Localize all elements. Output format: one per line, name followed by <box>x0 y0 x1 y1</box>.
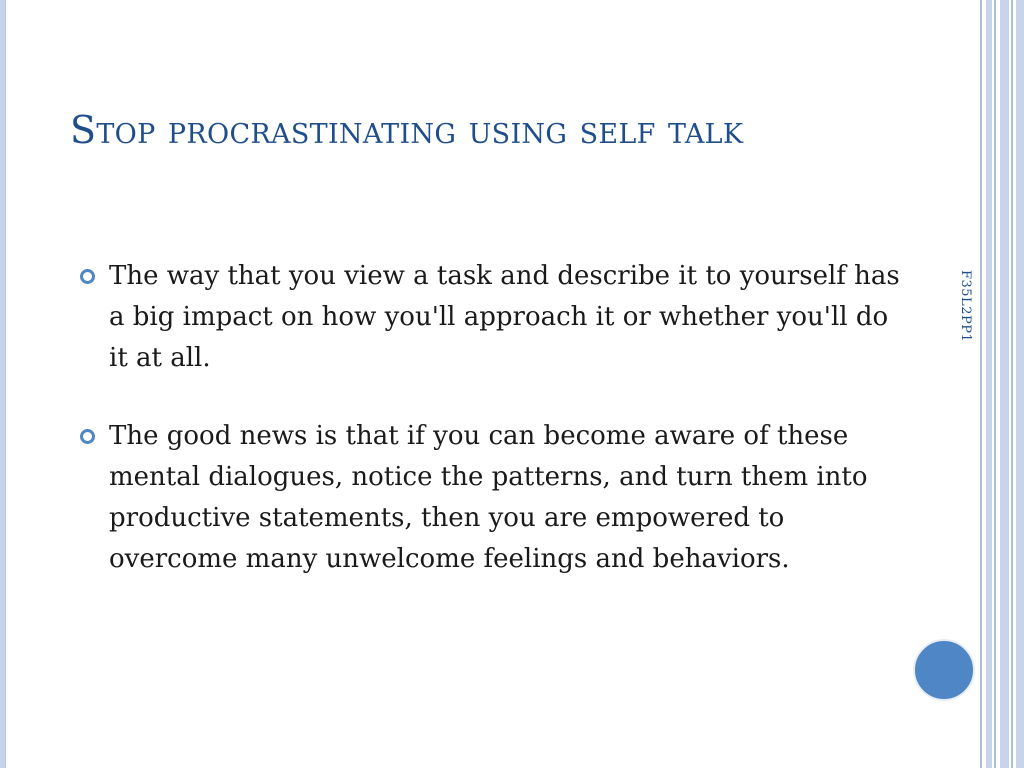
stripe <box>994 0 996 768</box>
left-border-decoration <box>0 0 6 768</box>
slide-title: Stop procrastinating using self talk <box>70 108 744 152</box>
stripe <box>1000 0 1009 768</box>
bullet-item-1 <box>80 256 900 379</box>
stripe <box>980 0 982 768</box>
stripe <box>1016 0 1024 768</box>
bullet-circle-icon <box>80 429 95 444</box>
stripe <box>986 0 992 768</box>
bullet-list <box>80 256 900 580</box>
bullet-text: The good news is that if you can become aware of these mental dialogues, notice the patterns, and turn them into productive statements, then you are empowered to overcome many unwelcome feelings and behaviors. <box>109 421 868 574</box>
decorative-circle <box>913 639 975 701</box>
bullet-circle-icon <box>80 269 95 284</box>
right-stripe-decoration <box>980 0 1024 768</box>
bullet-item-2 <box>80 416 900 580</box>
slide-side-label: F35L2PP1 <box>958 270 973 343</box>
stripe <box>1011 0 1013 768</box>
bullet-text: The way that you view a task and describe it to yourself has a big impact on how you'll approach it or whether you'll do it at all. <box>109 261 900 373</box>
